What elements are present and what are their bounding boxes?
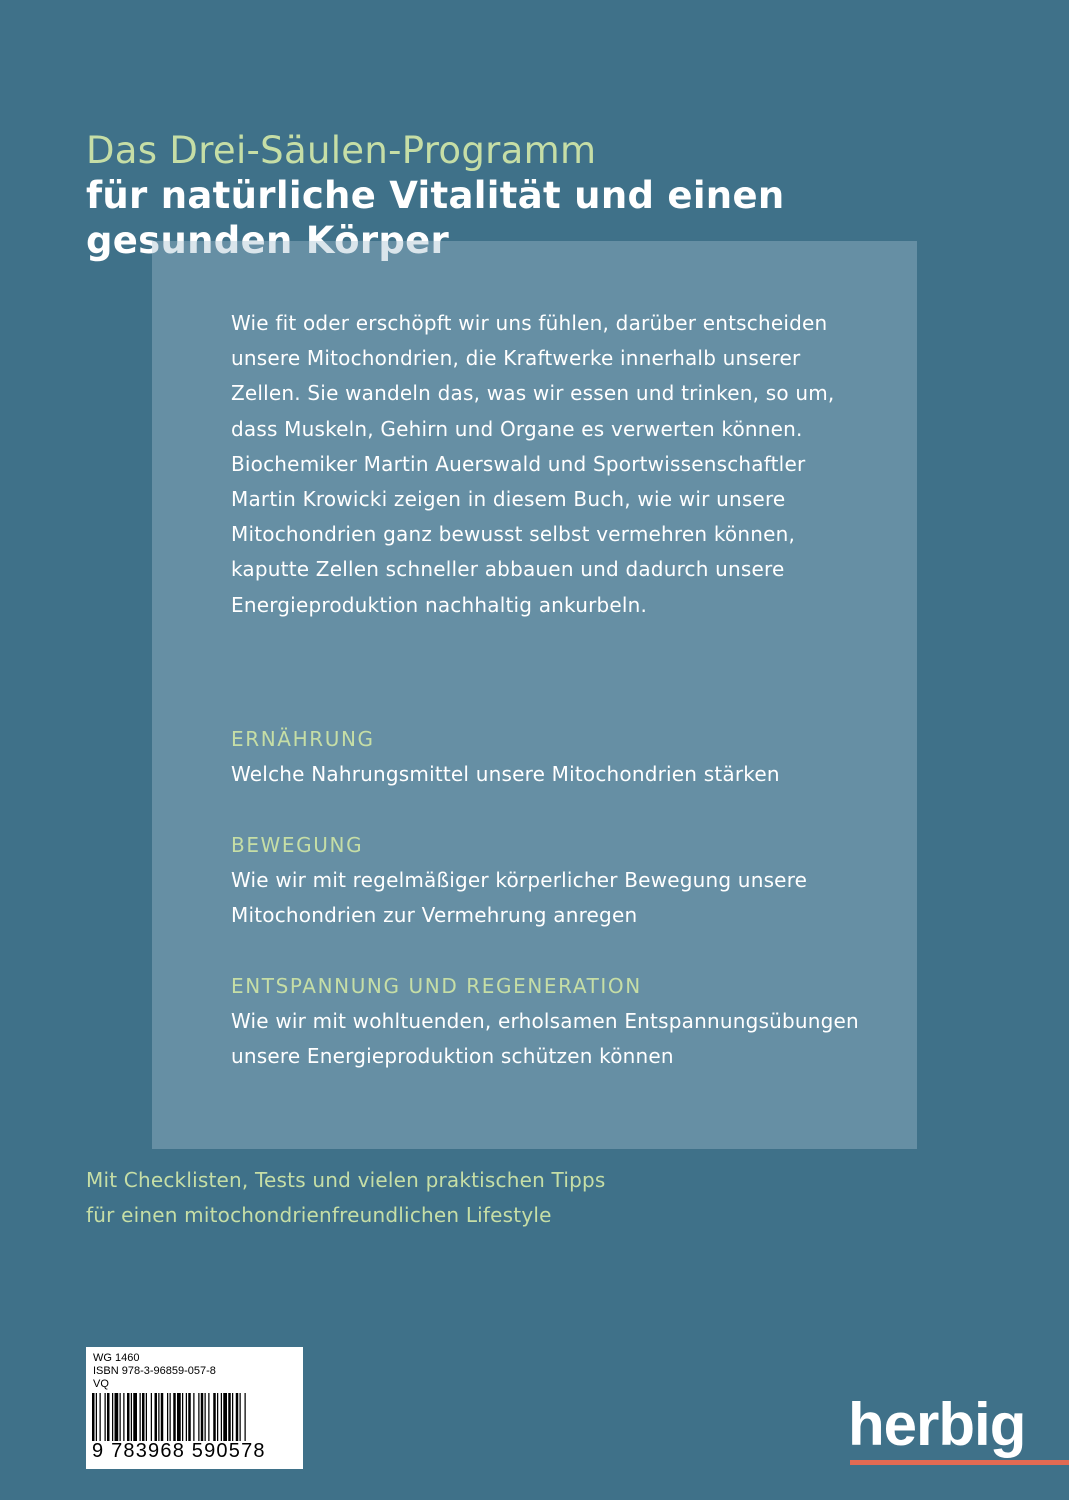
barcode-bar (120, 1393, 121, 1441)
publisher-logo: herbig (848, 1391, 1026, 1458)
barcode-bar (115, 1393, 119, 1441)
barcode-bar (133, 1393, 137, 1441)
barcode-code: VQ (93, 1378, 109, 1390)
barcode-digits: 9 783968 590578 (92, 1440, 266, 1462)
headline-line-2: für natürliche Vitalität und einen (86, 174, 785, 217)
barcode-bar (142, 1393, 145, 1441)
barcode-bar (92, 1393, 95, 1441)
isbn: ISBN 978-3-96859-057-8 (93, 1365, 216, 1377)
barcode-bar (151, 1393, 152, 1441)
barcode-bar (208, 1393, 209, 1441)
barcode-bar (198, 1393, 199, 1441)
section-ernaehrung (231, 722, 871, 792)
barcode-bar (131, 1393, 132, 1441)
barcode-bar (223, 1393, 227, 1441)
barcode-bar (201, 1393, 204, 1441)
section-text: Welche Nahrungsmittel unsere Mitochondrien stärken (231, 762, 780, 786)
barcode-bar (217, 1393, 218, 1441)
barcode-meta (93, 1352, 216, 1391)
tips-line-2: für einen mitochondrienfreundlichen Lifestyle (86, 1203, 552, 1227)
barcode-bar (186, 1393, 187, 1441)
barcode-bar (221, 1393, 222, 1441)
barcode-bar (155, 1393, 158, 1441)
barcode-bar (158, 1393, 159, 1441)
barcode-bar (213, 1393, 216, 1441)
section-title: ERNÄHRUNG (231, 727, 375, 751)
section-text: Wie wir mit wohltuenden, erholsamen Entspannungsübungen unsere Energieproduktion schützen können (231, 1009, 859, 1068)
intro-text (231, 306, 851, 623)
barcode-bar (205, 1393, 206, 1441)
barcode-bar (236, 1393, 239, 1441)
barcode-bar (245, 1393, 246, 1441)
section-text: Wie wir mit regelmäßiger körperlicher Bewegung unsere Mitochondrien zur Vermehrung anregen (231, 868, 808, 927)
headline-line-3: gesunden Körper (86, 219, 450, 262)
barcode-bar (167, 1393, 168, 1441)
barcode-bar (240, 1393, 241, 1441)
barcode-label (86, 1347, 303, 1469)
barcode-bar (177, 1393, 181, 1441)
barcode-bar (232, 1393, 233, 1441)
barcode-bar (228, 1393, 231, 1441)
barcode-bar (193, 1393, 194, 1441)
barcode-bar (100, 1393, 101, 1441)
barcode-bar (170, 1393, 171, 1441)
tips-text (86, 1163, 786, 1233)
barcode-bar (107, 1393, 110, 1441)
barcode-bar (140, 1393, 141, 1441)
intro-paragraph-1: Wie fit oder erschöpft wir uns fühlen, darüber entscheiden unsere Mitochondrien, die Kraftwerke innerhalb unserer Zellen. Sie wandeln das, was wir essen und trinken, so um, dass Muskeln, Gehirn und Organe es verwerten können. (231, 311, 835, 441)
barcode-bar (123, 1393, 124, 1441)
barcode-bar (161, 1393, 164, 1441)
section-entspannung (231, 969, 871, 1074)
barcode-bar (173, 1393, 176, 1441)
headline-line-1: Das Drei-Säulen-Programm (86, 129, 597, 172)
barcode-bar (105, 1393, 106, 1441)
barcode-bar (146, 1393, 147, 1441)
section-title: ENTSPANNUNG UND REGENERATION (231, 974, 642, 998)
barcode-bar (112, 1393, 113, 1441)
barcode-bar (127, 1393, 130, 1441)
intro-paragraph-2: Biochemiker Martin Auerswald und Sportwissenschaftler Martin Krowicki zeigen in diesem Buch, wie wir unsere Mitochondrien ganz bewusst selbst vermehren können, kaputte Zellen schneller abbauen und dadurch unsere Energieproduktion nachhaltig ankurbeln. (231, 451, 806, 617)
barcode-bar (96, 1393, 97, 1441)
barcode-bar (188, 1393, 191, 1441)
warengruppe: WG 1460 (93, 1352, 140, 1364)
section-title: BEWEGUNG (231, 833, 364, 857)
tips-line-1: Mit Checklisten, Tests und vielen praktischen Tipps (86, 1168, 606, 1192)
logo-underline (850, 1460, 1069, 1465)
barcode-bar (182, 1393, 183, 1441)
section-bewegung (231, 828, 871, 933)
barcode-icon (92, 1393, 297, 1441)
